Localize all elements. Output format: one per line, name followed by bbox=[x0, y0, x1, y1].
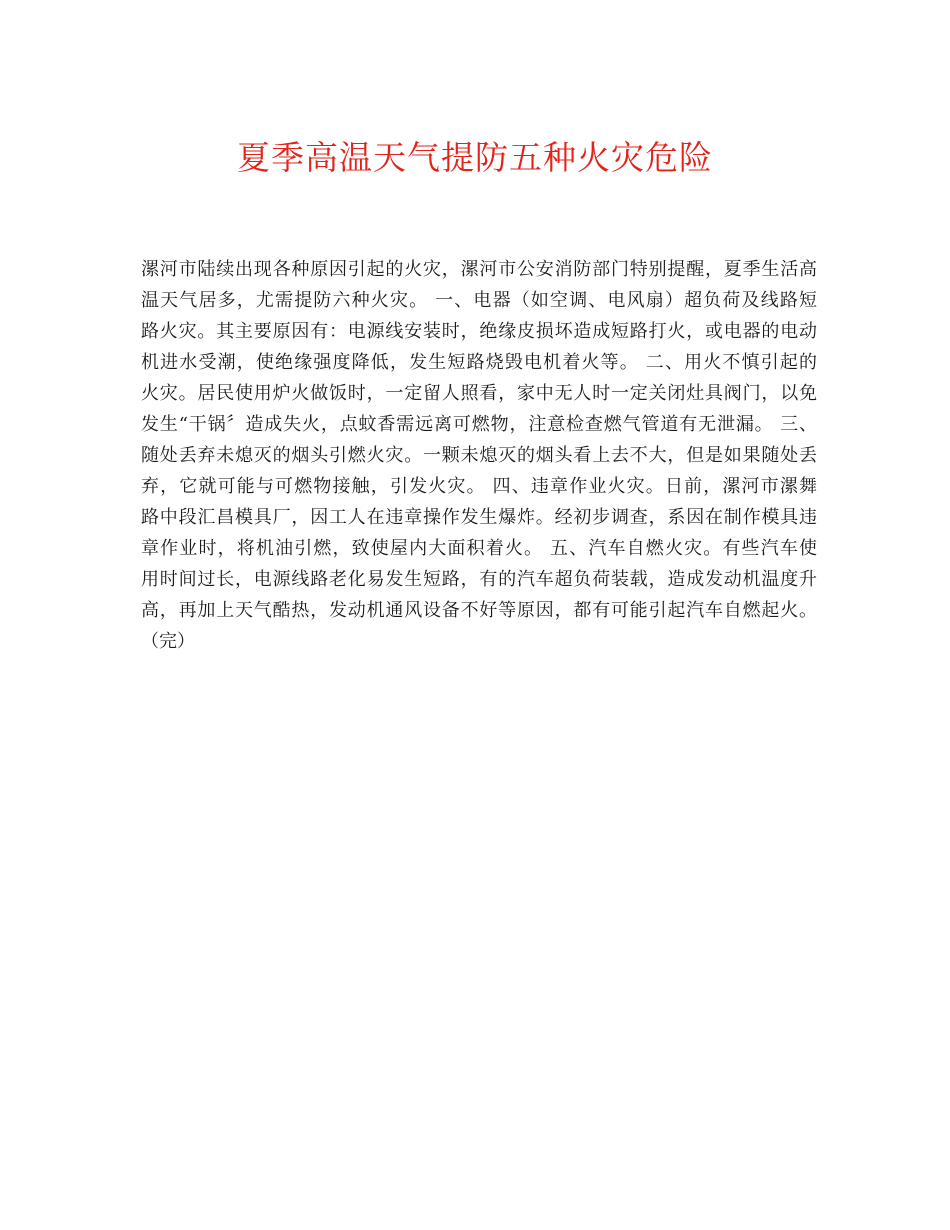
body-line: 漯河市陆续出现各种原因引起的火灾，漯河市公安消防部门特别提醒，夏季生活高 bbox=[141, 259, 817, 280]
body-line: 机进水受潮，使绝缘强度降低，发生短路烧毁电机着火等。 二、用火不慎引起的 bbox=[141, 352, 817, 373]
body-line: 随处丢弃未熄灭的烟头引燃火灾。一颗未熄灭的烟头看上去不大，但是如果随处丢 bbox=[141, 445, 817, 466]
body-line: 用时间过长，电源线路老化易发生短路，有的汽车超负荷装载，造成发动机温度升 bbox=[141, 569, 817, 590]
body-line: 火灾。居民使用炉火做饭时，一定留人照看，家中无人时一定关闭灶具阀门，以免 bbox=[141, 383, 817, 404]
body-line: 高，再加上天气酷热，发动机通风设备不好等原因，都有可能引起汽车自燃起火。 bbox=[141, 600, 817, 621]
document-title: 夏季高温天气提防五种火灾危险 bbox=[237, 138, 713, 177]
body-line-end-mark: （完） bbox=[141, 631, 195, 652]
body-line: 章作业时，将机油引燃，致使屋内大面积着火。 五、汽车自燃火灾。有些汽车使 bbox=[141, 538, 817, 559]
document-body bbox=[141, 254, 817, 657]
body-line: 弃，它就可能与可燃物接触，引发火灾。 四、违章作业火灾。日前，漯河市漯舞 bbox=[141, 476, 817, 497]
body-line: 温天气居多，尤需提防六种火灾。 一、电器（如空调、电风扇）超负荷及线路短 bbox=[141, 290, 817, 311]
body-line: 路火灾。其主要原因有：电源线安装时，绝缘皮损坏造成短路打火，或电器的电动 bbox=[141, 321, 817, 342]
body-line: 发生“干锅〞造成失火，点蚊香需远离可燃物，注意检查燃气管道有无泄漏。 三、 bbox=[141, 414, 817, 435]
body-line: 路中段汇昌模具厂，因工人在违章操作发生爆炸。经初步调查，系因在制作模具违 bbox=[141, 507, 817, 528]
